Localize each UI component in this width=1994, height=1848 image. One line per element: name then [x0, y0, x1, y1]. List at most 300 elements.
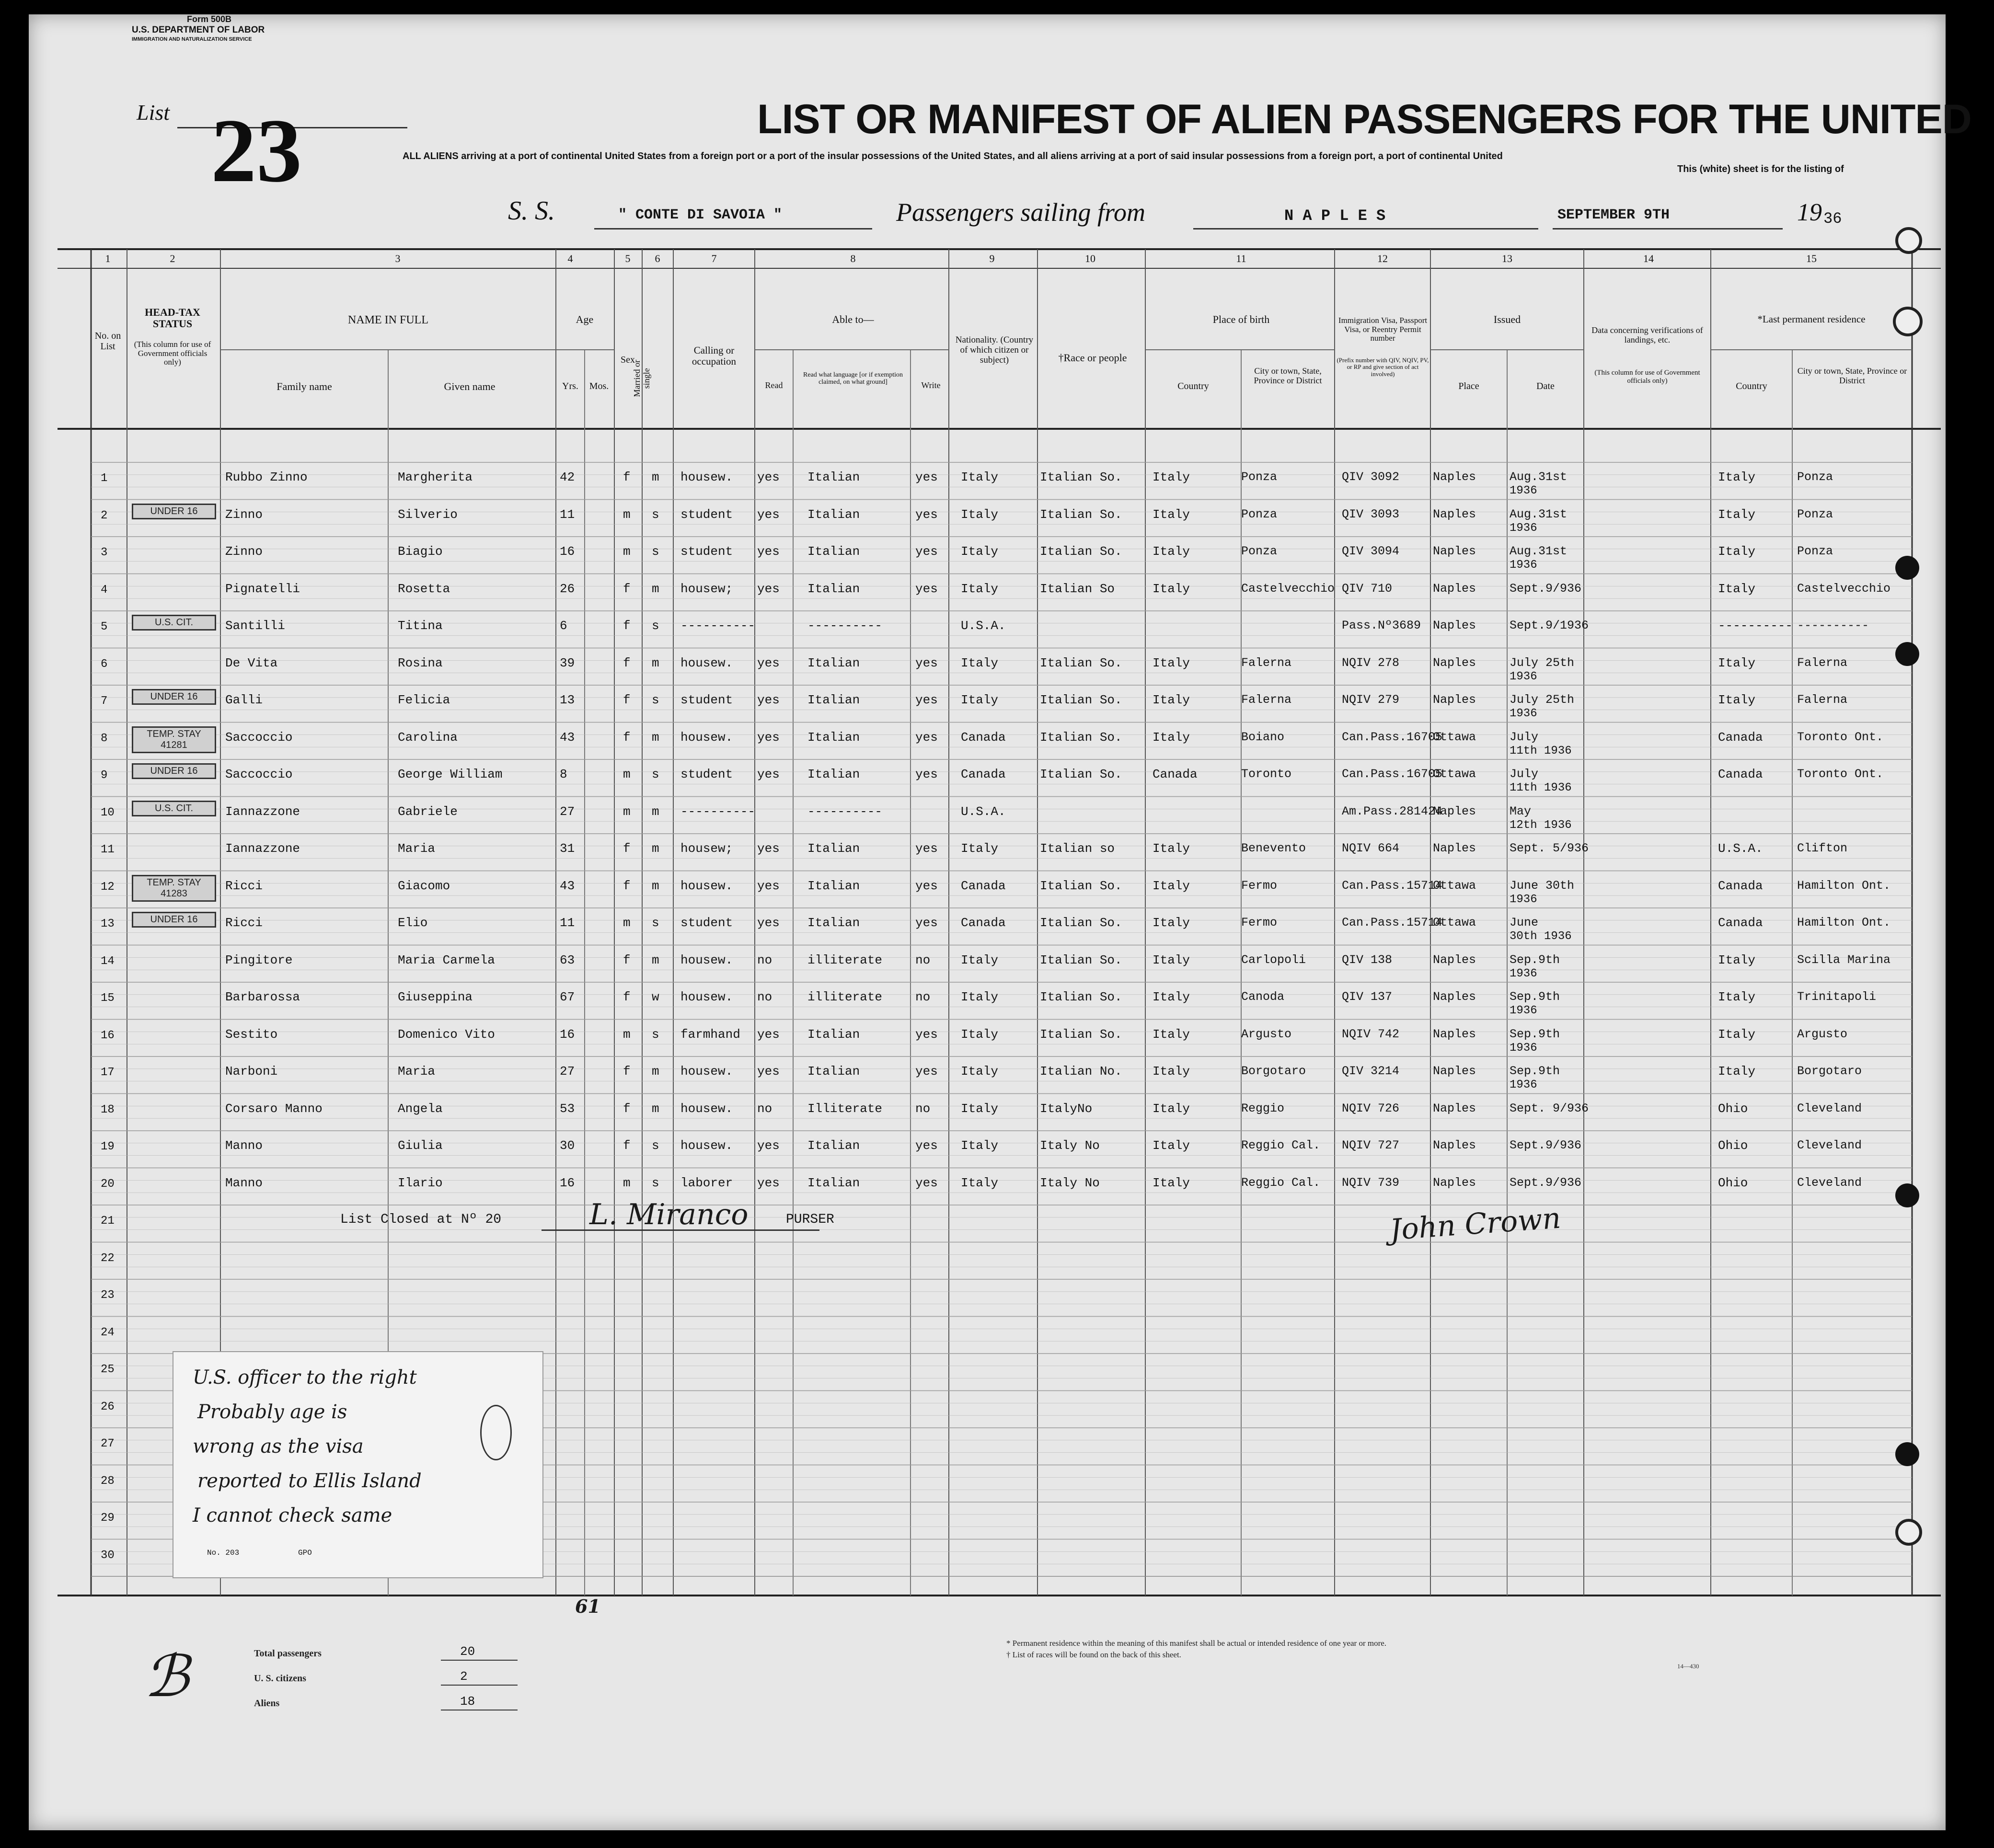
cell-ms: s [652, 1027, 659, 1042]
cell-bcountry: Italy [1153, 990, 1190, 1004]
header-res-city: City or town, State, Province or District [1797, 366, 1907, 385]
cell-nat: Canada [961, 767, 1006, 781]
purser-line [542, 1229, 819, 1231]
cell-lang: Italian [807, 544, 860, 559]
cell-write: yes [915, 1064, 938, 1079]
cell-ms: m [652, 841, 659, 856]
row-number: 24 [101, 1326, 115, 1339]
header-verifications: Data concerning verifications of landings, etc. [1591, 325, 1703, 344]
cell-visa: NQIV 279 [1342, 693, 1400, 707]
cell-nat: Italy [961, 841, 999, 856]
cell-lang: Italian [807, 1064, 860, 1079]
row-number: 21 [101, 1215, 115, 1228]
cell-visa: QIV 710 [1342, 581, 1393, 596]
cell-given: Maria [398, 1064, 436, 1079]
cell-ms: s [652, 1138, 659, 1153]
cell-ms: s [652, 544, 659, 559]
header-family-name: Family name [277, 380, 332, 392]
cell-write: yes [915, 581, 938, 596]
cell-bcountry: Italy [1153, 655, 1190, 670]
cell-idate2: 1936 [1510, 1004, 1537, 1017]
row-number: 27 [101, 1437, 115, 1450]
cell-family: Ricci [225, 916, 263, 930]
cell-iplace: Naples [1433, 1175, 1476, 1190]
cell-given: Ilario [398, 1175, 443, 1190]
note-line: Probably age is [197, 1401, 347, 1423]
column-number: 2 [170, 253, 175, 264]
cell-nat: Canada [961, 916, 1006, 930]
cell-race: Italian No. [1040, 1064, 1122, 1079]
cell-idate: Sep.9th [1510, 953, 1560, 967]
cell-visa: QIV 137 [1342, 990, 1393, 1004]
cell-given: Margherita [398, 470, 473, 484]
year-prefix: 19 [1797, 199, 1822, 226]
cell-idate: Sept.9/936 [1510, 1138, 1582, 1152]
cell-idate: Sep.9th [1510, 1027, 1560, 1041]
cell-lang: illiterate [807, 953, 883, 967]
cell-ms: m [652, 878, 659, 893]
row-number: 10 [101, 806, 115, 819]
row-number: 8 [101, 732, 108, 745]
cell-yrs: 27 [560, 804, 575, 819]
cell-race: Italian So. [1040, 470, 1122, 484]
cell-rcountry: Ohio [1718, 1175, 1748, 1190]
cell-given: Silverio [398, 507, 458, 522]
cell-write: yes [915, 544, 938, 559]
cell-ms: s [652, 916, 659, 930]
header-yrs: Yrs. [562, 381, 578, 391]
cell-bcity: Fermo [1241, 916, 1278, 930]
cell-idate2: 30th 1936 [1510, 930, 1572, 943]
cell-sex: f [623, 878, 631, 893]
cell-sex: f [623, 841, 631, 856]
row-number: 30 [101, 1549, 115, 1562]
cell-iplace: Naples [1433, 1138, 1476, 1152]
cell-bcity: Ponza [1241, 544, 1278, 558]
cell-nat: U.S.A. [961, 804, 1006, 819]
cell-idate: July 25th [1510, 655, 1575, 670]
header-name-in-full: NAME IN FULL [348, 314, 428, 326]
total-value: 20 [460, 1644, 475, 1659]
column-number: 11 [1236, 253, 1246, 264]
cell-idate: Sept.9/936 [1510, 581, 1582, 596]
department: U.S. DEPARTMENT OF LABOR [132, 25, 265, 35]
ss-label: S. S. [508, 196, 555, 226]
cell-idate: Sep.9th [1510, 990, 1560, 1004]
cell-idate: Aug.31st [1510, 507, 1568, 521]
header-sex: Sex [621, 355, 635, 365]
cell-given: Giuseppina [398, 990, 473, 1004]
cell-visa: Can.Pass.16705 [1342, 730, 1443, 744]
cell-rcountry: Ohio [1718, 1101, 1748, 1116]
cell-read: yes [757, 544, 780, 559]
cell-family: Ricci [225, 878, 263, 893]
cell-given: Rosina [398, 655, 443, 670]
cell-iplace: Naples [1433, 990, 1476, 1004]
column-number: 1 [105, 253, 111, 264]
form-number: Form 500B [187, 14, 232, 24]
cell-idate: Sept. 5/936 [1510, 841, 1589, 855]
cell-rcity: Cleveland [1797, 1101, 1862, 1115]
cell-rcity: Toronto Ont. [1797, 767, 1884, 781]
cell-bcountry: Italy [1153, 507, 1190, 522]
head-tax-stamp: TEMP. STAY 41283 [132, 875, 216, 902]
header-place-of-birth: Place of birth [1212, 313, 1270, 325]
cell-sex: m [623, 1175, 631, 1190]
cell-ms: w [652, 990, 659, 1004]
punch-hole-4 [1895, 642, 1919, 666]
row-number: 26 [101, 1400, 115, 1413]
cell-read: yes [757, 1064, 780, 1079]
cell-nat: U.S.A. [961, 619, 1006, 633]
column-number: 13 [1502, 253, 1512, 264]
cell-write: yes [915, 841, 938, 856]
total-underline [441, 1660, 518, 1661]
cell-occ: student [680, 507, 733, 522]
cell-lang: Italian [807, 693, 860, 707]
cell-occ: housew. [680, 470, 733, 484]
cell-family: Zinno [225, 544, 263, 559]
cell-occ: student [680, 916, 733, 930]
cell-read: no [757, 953, 772, 967]
cell-visa: NQIV 739 [1342, 1175, 1400, 1190]
head-tax-stamp: U.S. CIT. [132, 615, 216, 631]
cell-idate2: 1936 [1510, 1041, 1537, 1055]
cell-iplace: Naples [1433, 544, 1476, 558]
margin-mark: ℬ [144, 1643, 189, 1710]
port-name: N A P L E S [1284, 207, 1386, 225]
header-issued: Issued [1493, 313, 1521, 325]
cell-bcountry: Italy [1153, 1027, 1190, 1042]
cell-rcity: Ponza [1797, 470, 1833, 484]
cell-race: Italian So. [1040, 655, 1122, 670]
cell-idate2: 1936 [1510, 484, 1537, 497]
cell-occ: laborer [680, 1175, 733, 1190]
page-title: LIST OR MANIFEST OF ALIEN PASSENGERS FOR THE UNITED [757, 96, 1971, 142]
cell-sex: f [623, 693, 631, 707]
header-mos: Mos. [589, 381, 609, 391]
cell-given: Giulia [398, 1138, 443, 1153]
cell-iplace: Ottawa [1433, 916, 1476, 930]
cell-visa: Can.Pass.15714 [1342, 916, 1443, 930]
cell-lang: ---------- [807, 619, 883, 633]
page-mark: 61 [575, 1595, 600, 1617]
note-line: reported to Ellis Island [197, 1470, 422, 1492]
cell-write: yes [915, 878, 938, 893]
cell-given: Giacomo [398, 878, 450, 893]
cell-bcountry: Italy [1153, 1101, 1190, 1116]
cell-sex: m [623, 544, 631, 559]
cell-rcountry: Italy [1718, 507, 1756, 522]
cell-lang: Italian [807, 841, 860, 856]
cell-visa: NQIV 726 [1342, 1101, 1400, 1115]
cell-occ: housew. [680, 990, 733, 1004]
cell-bcity: Canoda [1241, 990, 1285, 1004]
cell-yrs: 42 [560, 470, 575, 484]
cell-family: Galli [225, 693, 263, 707]
cell-iplace: Naples [1433, 841, 1476, 855]
cell-given: Biagio [398, 544, 443, 559]
cell-given: Maria [398, 841, 436, 856]
cell-family: De Vita [225, 655, 278, 670]
cell-idate2: 1936 [1510, 967, 1537, 980]
cell-nat: Italy [961, 470, 999, 484]
cell-rcountry: Italy [1718, 470, 1756, 484]
cell-given: Titina [398, 619, 443, 633]
cell-rcity: Argusto [1797, 1027, 1848, 1041]
cell-given: Elio [398, 916, 428, 930]
row-number: 13 [101, 918, 115, 930]
cell-rcountry: Italy [1718, 1027, 1756, 1042]
header-given-name: Given name [444, 380, 496, 392]
cell-yrs: 6 [560, 619, 567, 633]
cell-race: Italian So. [1040, 730, 1122, 745]
row-number: 6 [101, 657, 108, 671]
cell-lang: ---------- [807, 804, 883, 819]
cell-write: yes [915, 767, 938, 781]
cell-family: Rubbo Zinno [225, 470, 308, 484]
cell-ms: m [652, 953, 659, 967]
purser-label: PURSER [786, 1212, 834, 1227]
head-tax-stamp: U.S. CIT. [132, 801, 216, 816]
row-number: 19 [101, 1140, 115, 1153]
row-number: 1 [101, 472, 108, 485]
header-res-country: Country [1736, 381, 1767, 391]
footnote-1: * Permanent residence within the meaning of this manifest shall be actual or intended residence of one year or more. [1006, 1639, 1387, 1648]
cell-yrs: 8 [560, 767, 567, 781]
row-number: 12 [101, 880, 115, 894]
header-read: Read [765, 380, 783, 390]
cell-idate: Aug.31st [1510, 544, 1568, 558]
header-birth-country: Country [1177, 381, 1209, 391]
cell-bcity: Ponza [1241, 470, 1278, 484]
cell-bcountry: Italy [1153, 470, 1190, 484]
cell-idate2: 1936 [1510, 521, 1537, 535]
punch-hole-6 [1895, 1442, 1919, 1466]
cell-idate2: 11th 1936 [1510, 781, 1572, 794]
cell-rcity: Castelvecchio [1797, 581, 1891, 596]
cell-occ: housew. [680, 730, 733, 745]
cell-rcountry: Italy [1718, 990, 1756, 1004]
page-subtitle: ALL ALIENS arriving at a port of continental United States from a foreign port or a port of the insular possessions of the United States, and all aliens arriving at a port of said insular possessions from a foreign port, a port of continental United [403, 151, 1503, 161]
cell-yrs: 27 [560, 1064, 575, 1079]
cell-nat: Italy [961, 693, 999, 707]
header-issued-place: Place [1458, 381, 1479, 391]
cell-lang: Italian [807, 1027, 860, 1042]
cell-occ: housew. [680, 1064, 733, 1079]
row-number: 28 [101, 1474, 115, 1488]
cell-lang: Italian [807, 655, 860, 670]
column-number: 10 [1085, 253, 1095, 264]
cell-iplace: Naples [1433, 507, 1476, 521]
cell-yrs: 43 [560, 878, 575, 893]
service: IMMIGRATION AND NATURALIZATION SERVICE [132, 36, 252, 42]
cell-bcountry: Canada [1153, 767, 1198, 781]
note-footer: No. 203 [207, 1549, 240, 1557]
cell-rcity: ---------- [1797, 619, 1869, 632]
cell-nat: Italy [961, 1027, 999, 1042]
cell-yrs: 11 [560, 916, 575, 930]
cell-family: Iannazzone [225, 841, 300, 856]
cell-bcity: Fermo [1241, 878, 1278, 893]
cell-ms: m [652, 655, 659, 670]
footer-code: 14—430 [1677, 1663, 1699, 1670]
cell-family: Zinno [225, 507, 263, 522]
cell-visa: NQIV 278 [1342, 655, 1400, 670]
cell-nat: Canada [961, 730, 1006, 745]
column-number: 9 [989, 253, 995, 264]
column-number: 8 [850, 253, 856, 264]
cell-given: Maria Carmela [398, 953, 495, 967]
cell-race: Italian So. [1040, 953, 1122, 967]
punch-hole-2 [1893, 307, 1923, 336]
cell-rcountry: Canada [1718, 878, 1763, 893]
cell-rcity: Hamilton Ont. [1797, 916, 1891, 930]
cell-nat: Italy [961, 990, 999, 1004]
cell-occ: student [680, 544, 733, 559]
sailing-date: SEPTEMBER 9TH [1557, 207, 1670, 223]
cell-lang: Italian [807, 1175, 860, 1190]
cell-ms: s [652, 767, 659, 781]
cell-read: no [757, 1101, 772, 1116]
punch-hole-1 [1895, 227, 1922, 254]
column-number: 7 [711, 253, 717, 264]
punch-hole-7 [1895, 1519, 1922, 1546]
cell-yrs: 43 [560, 730, 575, 745]
list-closed: List Closed at Nº 20 [340, 1212, 502, 1227]
cell-idate: Sept.9/936 [1510, 1175, 1582, 1190]
row-number: 7 [101, 695, 108, 708]
cell-race: Italian So. [1040, 544, 1122, 559]
cell-read: yes [757, 878, 780, 893]
cell-race: Italian so [1040, 841, 1115, 856]
cell-ms: m [652, 804, 659, 819]
cell-race: Italian So. [1040, 1027, 1122, 1042]
manifest-sheet [29, 14, 1971, 1830]
cell-race: Italian So. [1040, 990, 1122, 1004]
cell-ms: m [652, 581, 659, 596]
cell-nat: Italy [961, 1175, 999, 1190]
header-nationality: Nationality. (Country of which citizen or subject) [955, 335, 1034, 365]
cell-rcountry: Italy [1718, 655, 1756, 670]
cell-yrs: 16 [560, 1027, 575, 1042]
cell-race: Italy No [1040, 1138, 1100, 1153]
cell-bcountry: Italy [1153, 916, 1190, 930]
cell-occ: housew. [680, 655, 733, 670]
cell-rcity: Cleveland [1797, 1138, 1862, 1152]
cell-read: yes [757, 693, 780, 707]
row-number: 17 [101, 1066, 115, 1079]
cell-visa: Can.Pass.16705 [1342, 767, 1443, 781]
cell-visa: QIV 3092 [1342, 470, 1400, 484]
cell-idate2: 12th 1936 [1510, 818, 1572, 832]
head-tax-stamp: TEMP. STAY 41281 [132, 726, 216, 753]
cell-rcountry: Ohio [1718, 1138, 1748, 1153]
cell-race: Italian So [1040, 581, 1115, 596]
cell-idate: Sept. 9/936 [1510, 1101, 1589, 1115]
cell-occ: housew. [680, 1101, 733, 1116]
cell-write: yes [915, 655, 938, 670]
cell-rcity: Scilla Marina [1797, 953, 1891, 967]
cell-visa: Am.Pass.281424 [1342, 804, 1443, 818]
cell-yrs: 26 [560, 581, 575, 596]
header-visa: Immigration Visa, Passport Visa, or Reentry Permit number [1338, 316, 1428, 343]
cell-sex: m [623, 916, 631, 930]
cell-idate2: 1936 [1510, 707, 1537, 720]
punch-hole-5 [1895, 1183, 1919, 1207]
cell-idate: Aug.31st [1510, 470, 1568, 484]
cell-yrs: 16 [560, 544, 575, 559]
page-subtitle-2: This (white) sheet is for the listing of [1677, 164, 1844, 174]
row-number: 2 [101, 509, 108, 522]
cell-read: yes [757, 581, 780, 596]
cell-yrs: 53 [560, 1101, 575, 1116]
row-number: 20 [101, 1177, 115, 1191]
head-tax-stamp: UNDER 16 [132, 912, 216, 928]
cell-read: yes [757, 1027, 780, 1042]
cell-idate: June [1510, 916, 1539, 930]
header-birth-city: City or town, State, Province or District [1254, 366, 1322, 385]
cell-nat: Italy [961, 507, 999, 522]
total-label: U. S. citizens [254, 1673, 306, 1684]
cell-ms: m [652, 1101, 659, 1116]
cell-write: yes [915, 1027, 938, 1042]
header-issued-date: Date [1536, 381, 1555, 391]
row-number: 5 [101, 620, 108, 633]
cell-write: yes [915, 1175, 938, 1190]
note-line: U.S. officer to the right [193, 1366, 417, 1389]
cell-write: yes [915, 470, 938, 484]
cell-lang: Italian [807, 878, 860, 893]
cell-bcountry: Italy [1153, 1175, 1190, 1190]
cell-bcity: Argusto [1241, 1027, 1292, 1041]
cell-nat: Italy [961, 544, 999, 559]
cell-yrs: 11 [560, 507, 575, 522]
column-number: 14 [1643, 253, 1654, 264]
cell-sex: m [623, 1027, 631, 1042]
cell-sex: f [623, 1064, 631, 1079]
cell-occ: housew. [680, 953, 733, 967]
cell-visa: Can.Pass.15714 [1342, 878, 1443, 893]
cell-family: Barbarossa [225, 990, 300, 1004]
cell-family: Saccoccio [225, 730, 293, 745]
total-value: 18 [460, 1694, 475, 1709]
cell-rcity: Hamilton Ont. [1797, 878, 1891, 893]
cell-rcountry: Italy [1718, 1064, 1756, 1079]
cell-idate: May [1510, 804, 1532, 818]
cell-rcountry: Italy [1718, 693, 1756, 707]
cell-write: no [915, 953, 931, 967]
cell-bcountry: Italy [1153, 953, 1190, 967]
cell-idate: June 30th [1510, 878, 1575, 893]
row-number: 25 [101, 1363, 115, 1376]
cell-given: Domenico Vito [398, 1027, 495, 1042]
note-line: I cannot check same [193, 1504, 392, 1527]
cell-lang: Italian [807, 470, 860, 484]
cell-family: Sestito [225, 1027, 278, 1042]
cell-occ: housew. [680, 878, 733, 893]
header-calling: Calling or occupation [692, 344, 737, 367]
cell-lang: Illiterate [807, 1101, 883, 1116]
cell-rcity: Falerna [1797, 693, 1848, 707]
cell-lang: Italian [807, 916, 860, 930]
cell-sex: f [623, 581, 631, 596]
cell-nat: Italy [961, 1064, 999, 1079]
inspector-signature: John Crown [1388, 1201, 1562, 1247]
column-number: 4 [567, 253, 573, 264]
header-verifications-note: (This column for use of Government officials only) [1594, 369, 1700, 385]
cell-write: no [915, 990, 931, 1004]
